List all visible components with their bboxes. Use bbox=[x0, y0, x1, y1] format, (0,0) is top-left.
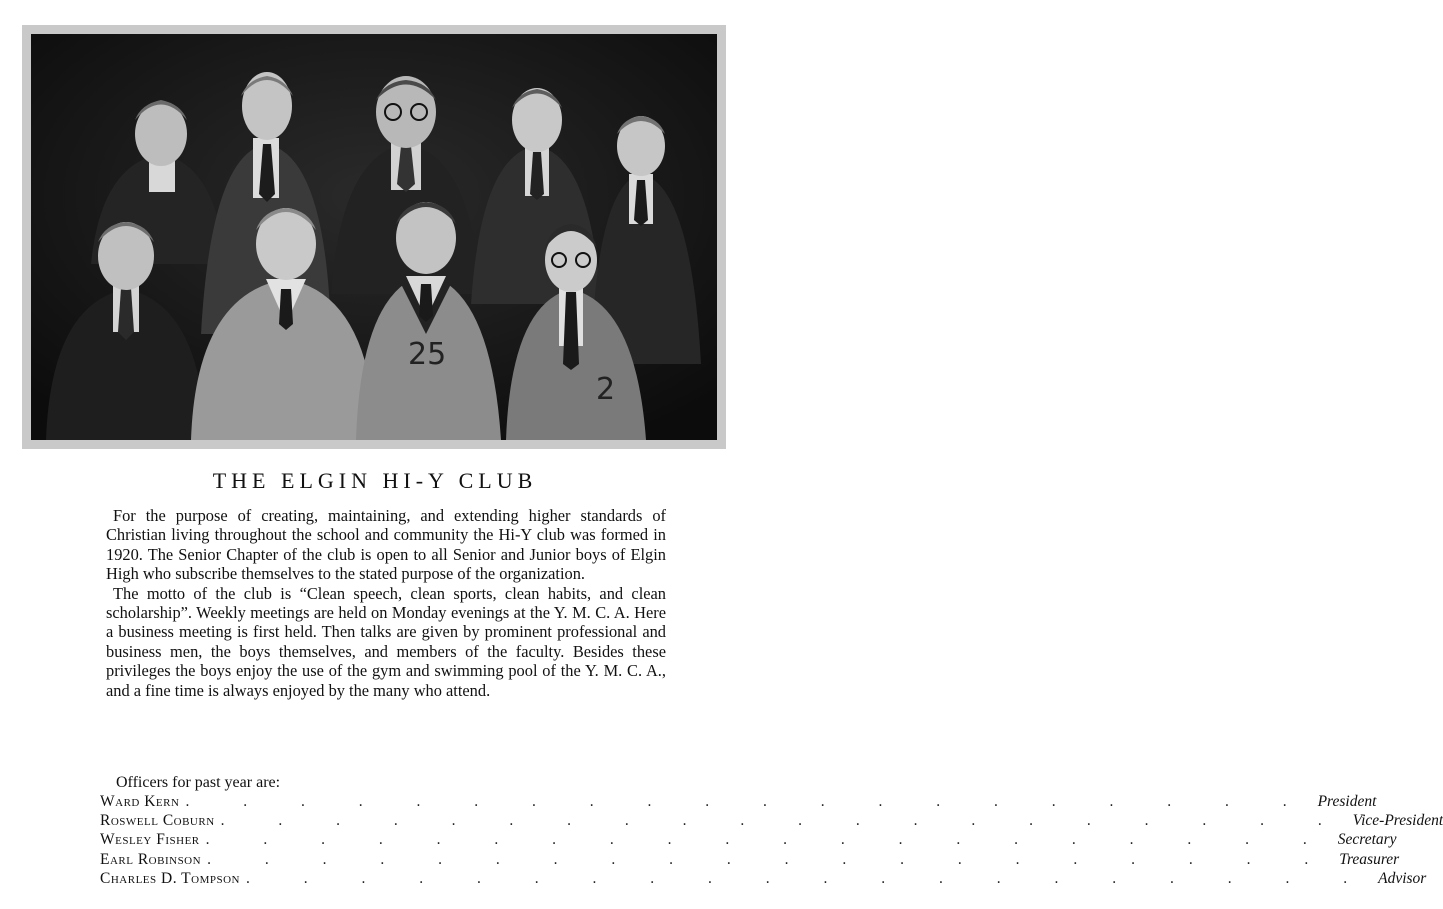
group-photo-illustration bbox=[31, 34, 717, 440]
sweater-number-2: 2 bbox=[596, 372, 616, 407]
dot-leader: . . . . . . . . . . . . . . . . . . . . bbox=[205, 831, 1332, 849]
officer-name: Wesley Fisher bbox=[100, 831, 200, 849]
officer-name: Ward Kern bbox=[100, 793, 180, 810]
dot-leader: . . . . . . . . . . . . . . . . . . . . bbox=[185, 793, 1312, 810]
officers-list bbox=[100, 793, 1443, 889]
description-paragraph: The motto of the club is “Clean speech, clean sports, clean habits, and clean scholarship”. Weekly meetings are held on Monday evenings at the Y. M. C. A. Here a business meeting is first held. Then talks are given by prominent professional and business men, the boys themselves, and members of the faculty. Besides these privileges the boys enjoy the use of the gym and swimming pool of the Y. M. C. A., and a fine time is always enjoyed by the many who attend. bbox=[106, 583, 666, 700]
officer-row bbox=[100, 812, 1443, 831]
description-paragraph: For the purpose of creating, maintaining, and extending higher standards of Christian living throughout the school and community the Hi-Y club was formed in 1920. The Senior Chapter of the club is open to all Senior and Junior boys of Elgin High who subscribe themselves to the stated purpose of the organization. bbox=[106, 506, 666, 584]
officer-role: Advisor bbox=[1378, 869, 1427, 887]
officer-row bbox=[100, 831, 1397, 850]
officer-name: Earl Robinson bbox=[100, 850, 202, 868]
officer-role: Treasurer bbox=[1339, 850, 1400, 868]
club-description bbox=[106, 506, 666, 700]
sweater-number-25: 25 bbox=[408, 337, 447, 372]
officer-row bbox=[100, 850, 1400, 870]
officer-row bbox=[100, 869, 1427, 889]
officer-name: Charles D. Tompson bbox=[100, 869, 240, 887]
officers-heading: Officers for past year are: bbox=[116, 774, 281, 791]
dot-leader: . . . . . . . . . . . . . . . . . . . . bbox=[245, 869, 1373, 887]
club-group-photo bbox=[31, 34, 717, 440]
dot-leader: . . . . . . . . . . . . . . . . . . . . bbox=[220, 812, 1347, 830]
officer-row bbox=[100, 793, 1377, 812]
officer-name: Roswell Coburn bbox=[100, 812, 215, 830]
photo-frame bbox=[22, 25, 726, 449]
page-title: THE ELGIN HI-Y CLUB bbox=[212, 468, 538, 493]
dot-leader: . . . . . . . . . . . . . . . . . . . . bbox=[207, 850, 1334, 868]
officer-role: President bbox=[1317, 793, 1377, 810]
officer-role: Vice-President bbox=[1352, 812, 1443, 830]
officer-role: Secretary bbox=[1337, 831, 1397, 849]
